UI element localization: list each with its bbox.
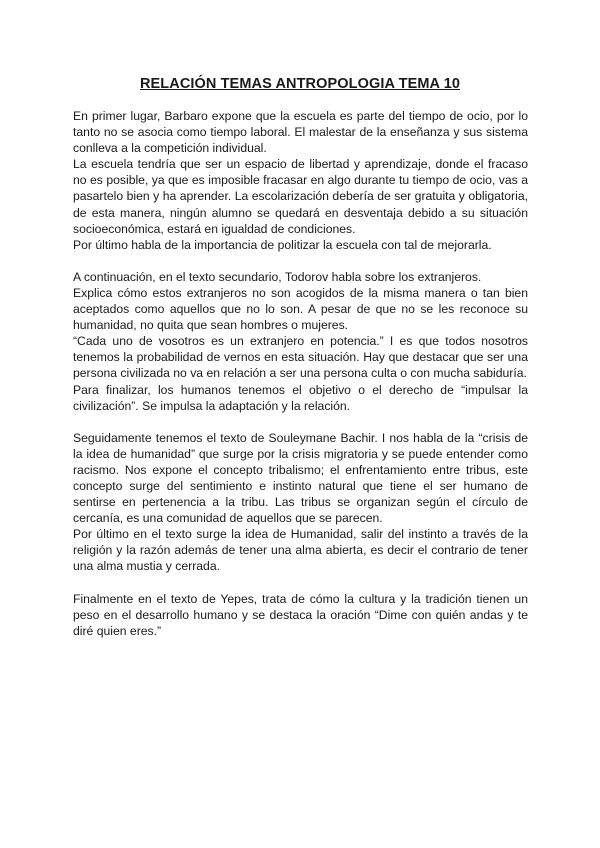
paragraph: La escuela tendría que ser un espacio de libertad y aprendizaje, donde el fracaso no es posible, ya que es imposible fracasar en algo durante tu tiempo de ocio, vas a pasartelo bien y ha aprender. La escolarización debería de ser gratuita y obligatoria, de esta manera, ningún alumno se quedará en desventaja debido a su situación socioeconómica, estará en igualdad de condiciones.: [73, 157, 528, 236]
paragraph: Seguidamente tenemos el texto de Souleymane Bachir. I nos habla de la “crisis de la idea de humanidad” que surge por la crisis migratoria y se puede entender como racismo. Nos expone el concepto tribalismo; el enfrentamiento entre tribus, este concepto surge del sentimiento e instinto natural que tiene el ser humano de sentirse en pertenencia a la tribu. Las tribus se organizan según el círculo de cercanía, es una comunidad de aquellos que se parecen.: [73, 430, 528, 526]
section-todorov: [73, 269, 528, 414]
section-yepes: [73, 591, 528, 639]
document-title: RELACIÓN TEMAS ANTROPOLOGIA TEMA 10: [139, 76, 461, 92]
paragraph: Finalmente en el texto de Yepes, trata de cómo la cultura y la tradición tienen un peso en el desarrollo humano y se destaca la oración “Dime con quién andas y te diré quien eres.”: [73, 591, 528, 638]
paragraph: “Cada uno de vosotros es un extranjero en potencia.” I es que todos nosotros tenemos la probabilidad de vernos en esta situación. Hay que destacar que ser una persona civilizada no va en relación a ser una persona culta o con mucha sabiduría.: [73, 334, 528, 381]
paragraph: Para finalizar, los humanos tenemos el objetivo o el derecho de “impulsar la civilización”. Se impulsa la adaptación y la relación.: [73, 382, 528, 413]
paragraph: A continuación, en el texto secundario, Todorov habla sobre los extranjeros.: [73, 269, 482, 284]
paragraph: Explica cómo estos extranjeros no son acogidos de la misma manera o tan bien aceptados como aquellos que no lo son. A pesar de que no se les reconoce su humanidad, no quita que sean hombres o mujeres.: [73, 285, 528, 333]
paragraph: Por último en el texto surge la idea de Humanidad, salir del instinto a través de la religión y la razón además de tener una alma abierta, es decir el contrario de tener una alma mustia y cerrada.: [73, 527, 528, 574]
document-body: [73, 108, 528, 655]
paragraph: En primer lugar, Barbaro expone que la escuela es parte del tiempo de ocio, por lo tanto no se asocia como tiempo laboral. El malestar de la enseñanza y sus sistema conlleva a la competición individual.: [73, 109, 528, 156]
section-barbaro: [73, 108, 528, 253]
paragraph: Por último habla de la importancia de politizar la escuela con tal de mejorarla.: [73, 237, 492, 252]
section-bachir: [73, 430, 528, 575]
